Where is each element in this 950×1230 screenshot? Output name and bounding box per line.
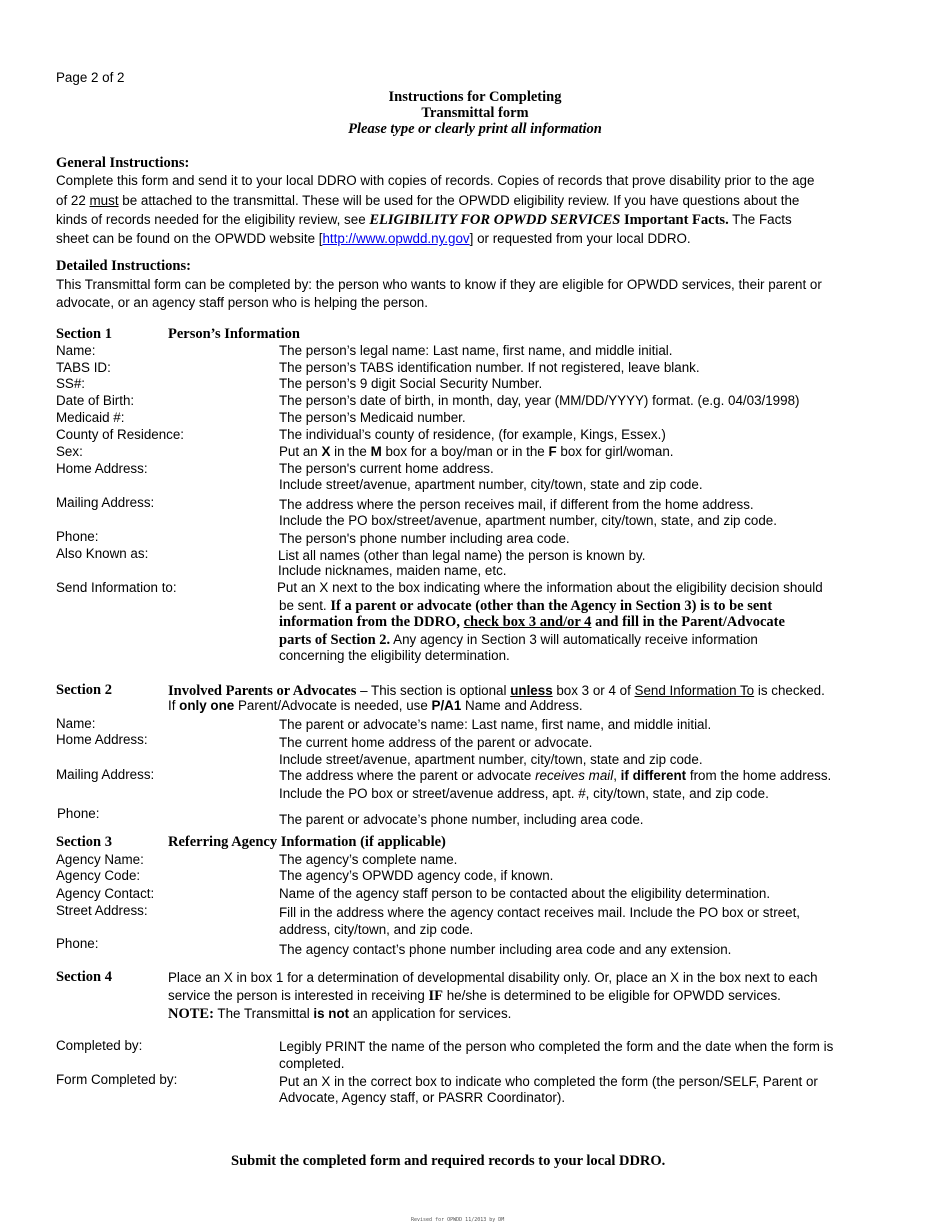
completed-by-desc2: completed. (279, 1056, 345, 1071)
s2-mail-field: Mailing Address: (56, 767, 155, 782)
s1-home-field: Home Address: (56, 461, 148, 476)
doc-title-line1: Instructions for Completing (388, 89, 562, 105)
s3-agency-name-field: Agency Name: (56, 852, 144, 867)
s1-send-desc1: Put an X next to the box indicating where the information about the eligibility decision should (277, 580, 823, 595)
page-number: Page 2 of 2 (56, 70, 125, 85)
s3-phone-field: Phone: (56, 936, 99, 951)
s1-dob-desc: The person’s date of birth, in month, day, year (MM/DD/YYYY) format. (e.g. 04/03/1998) (279, 393, 800, 408)
s2-mail-desc1: The address where the parent or advocate receives mail, if different from the home address. (279, 768, 832, 783)
s2-home-desc1: The current home address of the parent or advocate. (279, 735, 593, 750)
s1-sex-field: Sex: (56, 444, 83, 459)
s1-name-field: Name: (56, 343, 96, 358)
section1-label: Section 1 (56, 326, 112, 342)
s3-street-desc1: Fill in the address where the agency contact receives mail. Include the PO box or street, (279, 905, 801, 920)
section4-label: Section 4 (56, 969, 112, 985)
doc-subtitle: Please type or clearly print all information (348, 121, 602, 137)
s3-phone-desc: The agency contact’s phone number including area code and any extension. (279, 942, 732, 957)
s1-sex-desc: Put an X in the M box for a boy/man or in the F box for girl/woman. (279, 444, 674, 459)
s1-mail-field: Mailing Address: (56, 495, 155, 510)
s2-home-field: Home Address: (56, 732, 148, 747)
s1-send-desc5: concerning the eligibility determination. (279, 648, 510, 663)
s1-tabs-field: TABS ID: (56, 360, 111, 375)
s3-street-desc2: address, city/town, and zip code. (279, 922, 474, 937)
section4-note: NOTE: The Transmittal is not an application for services. (168, 1006, 512, 1022)
s1-mail-desc1: The address where the person receives mail, if different from the home address. (279, 497, 754, 512)
s1-phone-desc: The person's phone number including area code. (279, 531, 570, 546)
general-line2: of 22 must be attached to the transmittal. These will be used for the OPWDD eligibility review. If you have questions about the (56, 193, 800, 208)
s1-phone-field: Phone: (56, 529, 99, 544)
general-line1: Complete this form and send it to your local DDRO with copies of records. Copies of records that prove disability prior to the age (56, 173, 815, 188)
s2-name-field: Name: (56, 716, 96, 731)
s2-phone-field: Phone: (57, 806, 100, 821)
section4-line1: Place an X in box 1 for a determination of developmental disability only. Or, place an X in the box next to each (168, 970, 818, 985)
s1-dob-field: Date of Birth: (56, 393, 135, 408)
s2-phone-desc: The parent or advocate’s phone number, including area code. (279, 812, 644, 827)
s3-agency-contact-field: Agency Contact: (56, 886, 155, 901)
s1-name-desc: The person’s legal name: Last name, first name, and middle initial. (279, 343, 673, 358)
completed-by-field: Completed by: (56, 1038, 143, 1053)
opwdd-website-link[interactable]: http://www.opwdd.ny.gov (322, 231, 470, 246)
s1-county-desc: The individual’s county of residence, (for example, Kings, Essex.) (279, 427, 666, 442)
section2-title: Involved Parents or Advocates – This section is optional unless box 3 or 4 of Send Information To is checked. (168, 683, 825, 699)
doc-title-line2: Transmittal form (421, 105, 529, 121)
s1-county-field: County of Residence: (56, 427, 185, 442)
general-line4: sheet can be found on the OPWDD website [http://www.opwdd.ny.gov] or requested from your local DDRO. (56, 231, 691, 246)
s3-agency-code-field: Agency Code: (56, 868, 141, 883)
s1-aka-field: Also Known as: (56, 546, 149, 561)
s3-agency-contact-desc: Name of the agency staff person to be contacted about the eligibility determination. (279, 886, 771, 901)
completed-by-desc1: Legibly PRINT the name of the person who completed the form and the date when the form is (279, 1039, 834, 1054)
s1-ssn-desc: The person’s 9 digit Social Security Number. (279, 376, 543, 391)
section3-label: Section 3 (56, 834, 112, 850)
detailed-line1: This Transmittal form can be completed by: the person who wants to know if they are eligible for OPWDD services, their parent or (56, 277, 822, 292)
s2-home-desc2: Include street/avenue, apartment number, city/town, state and zip code. (279, 752, 703, 767)
section2-label: Section 2 (56, 682, 112, 698)
s1-medicaid-field: Medicaid #: (56, 410, 125, 425)
s1-aka-desc1: List all names (other than legal name) the person is known by. (278, 548, 646, 563)
general-line3: kinds of records needed for the eligibility review, see ELIGIBILITY FOR OPWDD SERVICES Important Facts. The Facts (56, 212, 792, 228)
s3-agency-code-desc: The agency’s OPWDD agency code, if known. (279, 868, 554, 883)
s1-medicaid-desc: The person’s Medicaid number. (279, 410, 466, 425)
form-completed-by-desc2: Advocate, Agency staff, or PASRR Coordinator). (279, 1090, 566, 1105)
detailed-line2: advocate, or an agency staff person who is helping the person. (56, 295, 428, 310)
form-completed-by-desc1: Put an X in the correct box to indicate who completed the form (the person/SELF, Parent or (279, 1074, 818, 1089)
section4-line2: service the person is interested in receiving IF he/she is determined to be eligible for OPWDD services. (168, 988, 781, 1004)
section2-note: If only one Parent/Advocate is needed, use P/A1 Name and Address. (168, 698, 583, 713)
general-heading: General Instructions: (56, 155, 190, 171)
s3-agency-name-desc: The agency’s complete name. (279, 852, 458, 867)
s2-mail-desc2: Include the PO box or street/avenue address, apt. #, city/town, state, and zip code. (279, 786, 769, 801)
section1-title: Person’s Information (168, 326, 300, 342)
s1-send-desc4: parts of Section 2. Any agency in Section 3 will automatically receive information (279, 632, 758, 648)
s1-home-desc2: Include street/avenue, apartment number, city/town, state and zip code. (279, 477, 703, 492)
s1-ssn-field: SS#: (56, 376, 86, 391)
s1-mail-desc2: Include the PO box/street/avenue, apartment number, city/town, state, and zip code. (279, 513, 777, 528)
section3-title: Referring Agency Information (if applicable) (168, 834, 446, 850)
submit-instruction: Submit the completed form and required records to your local DDRO. (231, 1153, 666, 1169)
s3-street-field: Street Address: (56, 903, 148, 918)
form-completed-by-field: Form Completed by: (56, 1072, 178, 1087)
detailed-heading: Detailed Instructions: (56, 258, 191, 274)
s1-send-desc3: information from the DDRO, check box 3 and/or 4 and fill in the Parent/Advocate (279, 614, 785, 630)
s1-send-field: Send Information to: (56, 580, 177, 595)
revision-note: Revised for OPWDD 11/2013 by DM (411, 1217, 505, 1223)
s2-name-desc: The parent or advocate’s name: Last name, first name, and middle initial. (279, 717, 712, 732)
s1-tabs-desc: The person’s TABS identification number. If not registered, leave blank. (279, 360, 700, 375)
s1-send-desc2: be sent. If a parent or advocate (other than the Agency in Section 3) is to be sent (279, 598, 773, 614)
s1-aka-desc2: Include nicknames, maiden name, etc. (278, 563, 507, 578)
s1-home-desc1: The person's current home address. (279, 461, 494, 476)
